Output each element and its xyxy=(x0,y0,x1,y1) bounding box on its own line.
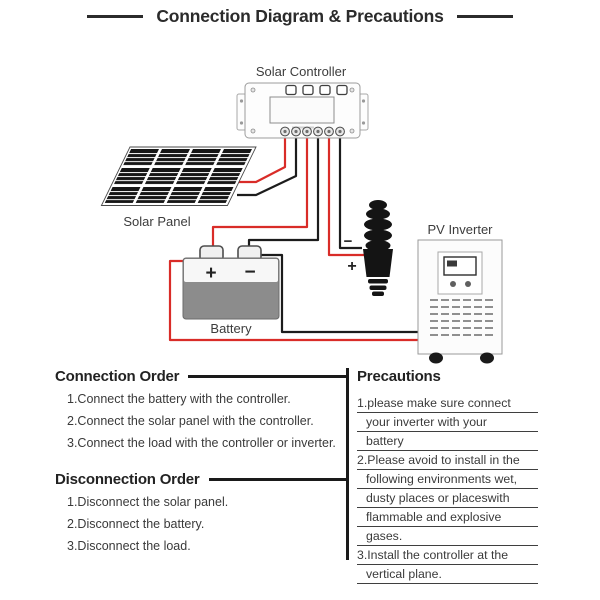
disconnection-order-title: Disconnection Order xyxy=(55,471,200,488)
precaution-line: vertical plane. xyxy=(357,567,538,584)
precaution-line: 3.Install the controller at the xyxy=(357,548,538,565)
precaution-line: battery xyxy=(357,434,538,451)
precaution-line: 1.please make sure connect xyxy=(357,396,538,413)
solar-controller xyxy=(237,64,368,138)
column-divider xyxy=(346,368,349,560)
load-plus-sign: + xyxy=(347,258,357,275)
battery xyxy=(183,246,279,336)
disconnection-order-rule xyxy=(209,478,346,481)
connection-order-rule xyxy=(188,375,346,378)
battery-plus-sign: + xyxy=(205,263,217,284)
pv-inverter xyxy=(418,222,502,364)
disconnection-order-list xyxy=(67,495,346,553)
list-item: 1.Connect the battery with the controller. xyxy=(67,392,291,406)
info-section xyxy=(0,366,600,600)
wire-load-negative xyxy=(340,137,362,248)
precaution-line: 2.Please avoid to install in the xyxy=(357,453,538,470)
solar-panel xyxy=(101,147,256,229)
battery-minus-sign: − xyxy=(244,262,256,283)
load-minus-sign: − xyxy=(343,233,353,250)
list-item: 3.Disconnect the load. xyxy=(67,539,191,553)
list-item: 1.Disconnect the solar panel. xyxy=(67,495,229,509)
precaution-line: gases. xyxy=(357,529,538,546)
page-title: Connection Diagram & Precautions xyxy=(156,6,444,26)
list-item: 3.Connect the load with the controller or inverter. xyxy=(67,436,336,450)
pv-inverter-label: PV Inverter xyxy=(427,222,493,237)
list-item: 2.Disconnect the battery. xyxy=(67,517,205,531)
precaution-line: following environments wet, xyxy=(357,472,538,489)
precautions-title: Precautions xyxy=(357,368,441,385)
disconnection-order-heading xyxy=(55,471,346,488)
list-item: 2.Connect the solar panel with the controller. xyxy=(67,414,314,428)
precaution-line: flammable and explosive xyxy=(357,510,538,527)
connection-order-list xyxy=(67,392,346,450)
solar-controller-label: Solar Controller xyxy=(255,64,347,79)
battery-label: Battery xyxy=(210,321,252,336)
orders-column xyxy=(55,368,346,561)
precautions-column xyxy=(357,368,538,586)
precaution-line: dusty places or placeswith xyxy=(357,491,538,508)
load-bulb xyxy=(344,200,393,296)
solar-panel-label: Solar Panel xyxy=(123,214,191,229)
precaution-line: your inverter with your xyxy=(357,415,538,432)
wire-inverter-negative xyxy=(258,255,418,332)
controller-lcd xyxy=(270,97,334,123)
connection-order-title: Connection Order xyxy=(55,368,180,385)
connection-order-heading xyxy=(55,368,346,385)
